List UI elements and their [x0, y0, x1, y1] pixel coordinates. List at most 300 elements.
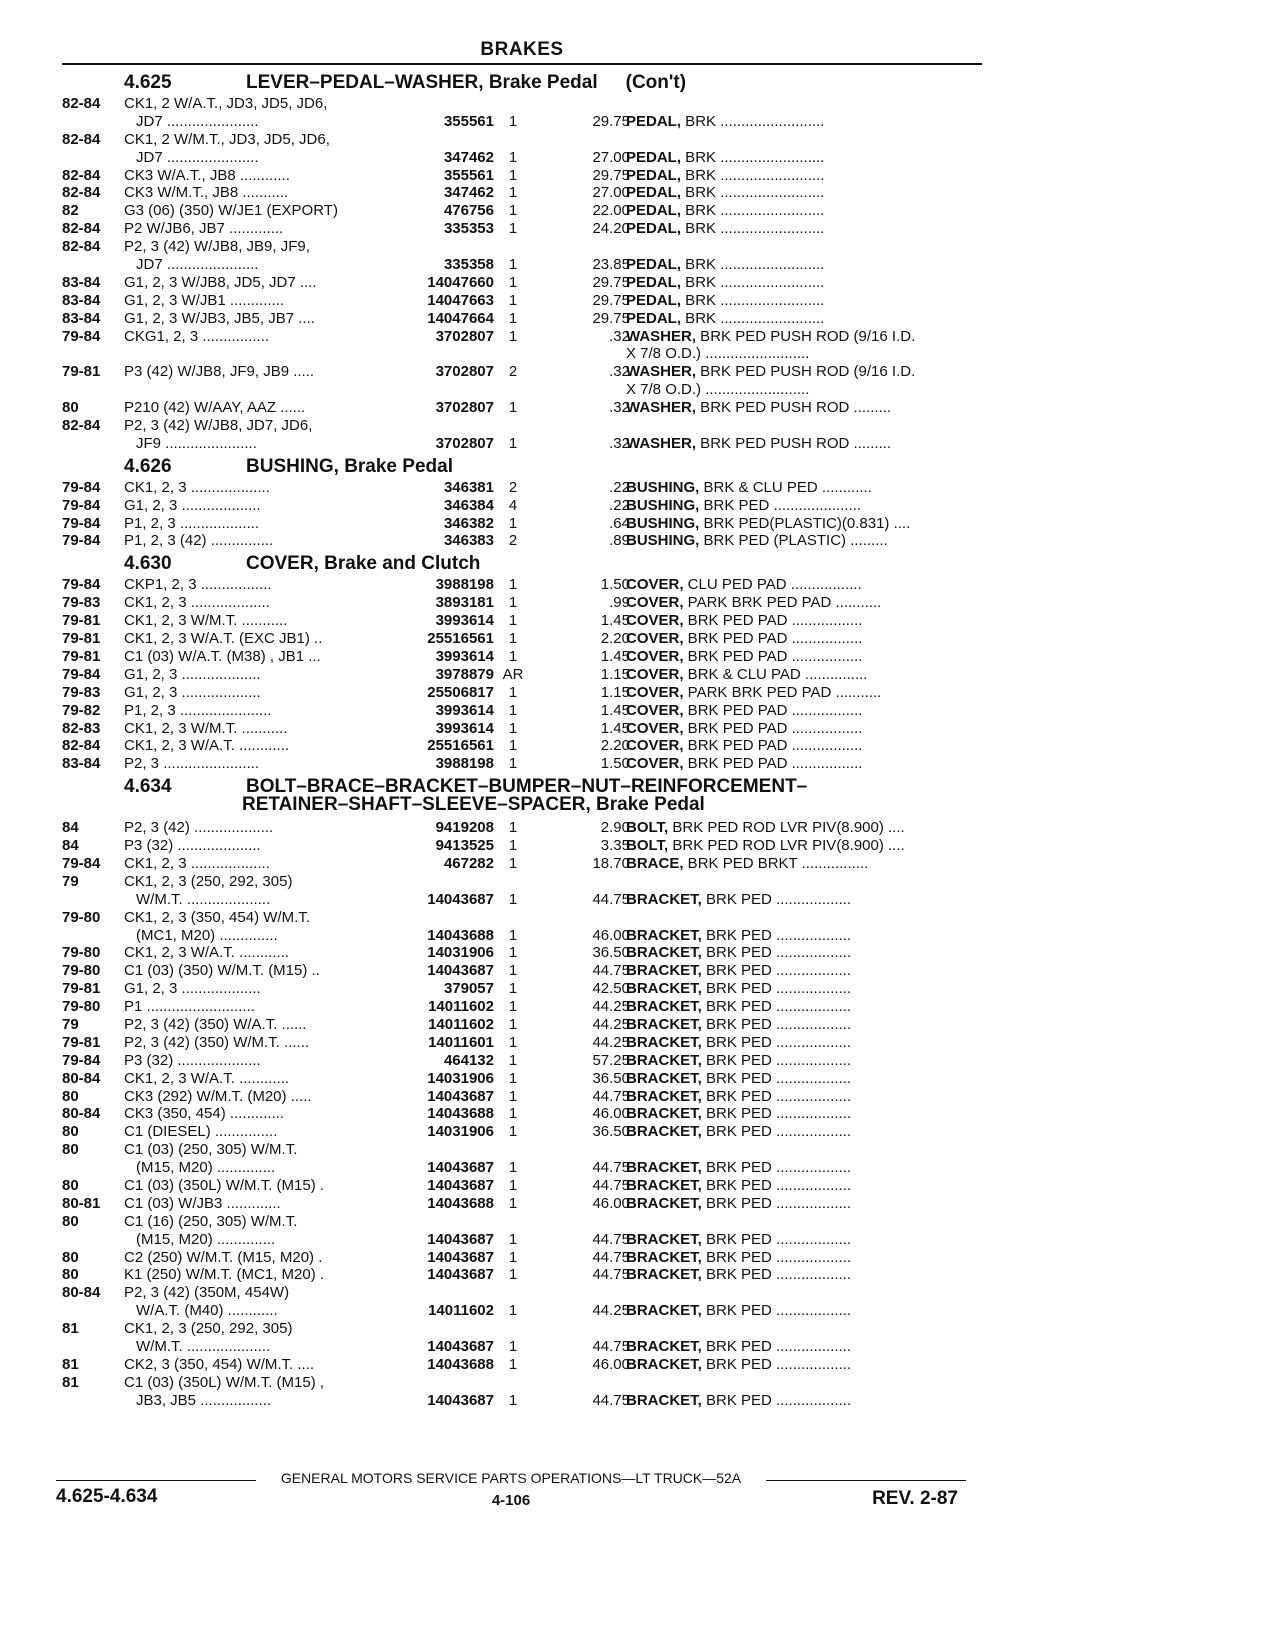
parts-row [62, 1266, 982, 1284]
footer-page-number: 4-106 [491, 1492, 531, 1509]
part-number: 14043687 [427, 1266, 494, 1284]
part-description [626, 962, 982, 980]
price: 57.25 [592, 1051, 630, 1069]
model-year: 79-81 [62, 363, 101, 381]
price: 1.45 [600, 612, 630, 630]
part-number: 14043688 [427, 1355, 494, 1373]
section-title-subject: Brake Pedal [488, 72, 598, 93]
part-description-noun: BRACKET, [626, 1266, 702, 1284]
part-description-detail: BRK PED .................. [701, 1176, 852, 1194]
parts-row [62, 1284, 982, 1302]
part-description-detail: BRK PED PAD ................. [683, 701, 863, 719]
price: 36.50 [592, 944, 630, 962]
quantity: 1 [508, 112, 518, 130]
part-description [626, 666, 982, 684]
part-description-noun: COVER, [626, 683, 684, 701]
quantity: 1 [508, 926, 518, 944]
quantity: 1 [508, 256, 518, 274]
price: 46.00 [592, 1194, 630, 1212]
price: 44.25 [592, 998, 630, 1016]
part-description-detail: BRK ......................... [681, 184, 825, 202]
parts-row [62, 256, 982, 274]
model-application: P1, 2, 3 ................... [124, 514, 260, 532]
model-year: 81 [62, 1373, 79, 1391]
part-description [626, 1016, 982, 1034]
part-description-detail: BRK ......................... [681, 256, 825, 274]
model-application: P210 (42) W/AAY, AAZ ...... [124, 399, 306, 417]
parts-row [62, 837, 982, 855]
model-year: 80 [62, 1248, 79, 1266]
part-description-detail: BRK ......................... [681, 148, 825, 166]
part-description [626, 1231, 982, 1249]
parts-row [62, 1231, 982, 1249]
quantity: 1 [508, 612, 518, 630]
part-description-detail: BRK PED .................. [701, 1033, 852, 1051]
part-number: 25516561 [427, 737, 494, 755]
part-description [626, 1356, 982, 1374]
section-title-main: BOLT–BRACE–BRACKET–BUMPER–NUT–REINFORCEMENT– [246, 776, 808, 798]
parts-row [62, 328, 982, 346]
price: 29.75 [592, 273, 630, 291]
model-year: 80 [62, 1266, 79, 1284]
parts-row [62, 1177, 982, 1195]
part-description-noun: BRACKET, [626, 1123, 702, 1141]
quantity: 1 [508, 890, 518, 908]
parts-row [62, 1249, 982, 1267]
parts-row [62, 399, 982, 417]
part-number: 3988198 [435, 576, 494, 594]
part-number: 3993614 [435, 701, 494, 719]
model-application: P3 (42) W/JB8, JF9, JB9 ..... [124, 363, 315, 381]
part-description-noun: BRACKET, [626, 944, 702, 962]
model-year: 82-84 [62, 737, 101, 755]
model-application: CK1, 2, 3 ................... [124, 854, 270, 872]
quantity: 1 [508, 1338, 518, 1355]
model-application: CK3 W/M.T., JB8 ........... [124, 184, 289, 202]
price: 2.20 [600, 630, 630, 648]
part-description-noun: PEDAL, [626, 291, 682, 309]
model-application: C1 (03) W/A.T. (M38) , JB1 ... [124, 647, 321, 665]
part-description-noun: BRACKET, [626, 980, 702, 998]
part-description-detail: BRK ......................... [681, 291, 825, 309]
part-description-detail: BRK PED .................. [701, 1051, 852, 1069]
section-number: 4.625 [124, 72, 172, 93]
part-description-noun: BRACKET, [626, 962, 702, 980]
parts-row [62, 1141, 982, 1159]
parts-row [62, 1016, 982, 1034]
model-year: 83-84 [62, 273, 101, 291]
price: 29.75 [592, 112, 630, 130]
model-year: 79-80 [62, 908, 101, 926]
quantity: 1 [508, 1105, 518, 1123]
part-description [626, 1195, 982, 1213]
part-number: 14047664 [427, 309, 494, 327]
model-application: C1 (03) (250, 305) W/M.T. [124, 1141, 298, 1159]
quantity: 1 [508, 719, 518, 737]
part-description [626, 576, 982, 594]
part-description-detail: BRK PED PAD ................. [683, 612, 863, 630]
model-application: CK1, 2, 3 W/M.T. ........... [124, 719, 288, 737]
parts-row [62, 666, 982, 684]
quantity: 1 [508, 1087, 518, 1105]
model-application: K1 (250) W/M.T. (MC1, M20) . [124, 1266, 325, 1284]
quantity: 1 [508, 755, 518, 773]
part-description [626, 220, 982, 238]
part-description-noun: PEDAL, [626, 148, 682, 166]
part-description-detail: BRK ......................... [681, 112, 825, 130]
part-description [626, 944, 982, 962]
model-year: 79-84 [62, 1051, 101, 1069]
parts-row [62, 648, 982, 666]
model-application: P2 W/JB6, JB7 ............. [124, 220, 284, 238]
parts-row [62, 417, 982, 435]
part-description-detail: BRK PED .................. [701, 1391, 852, 1409]
model-year: 80-84 [62, 1105, 101, 1123]
part-description [626, 980, 982, 998]
model-application: CK2, 3 (350, 454) W/M.T. .... [124, 1355, 315, 1373]
parts-row [62, 855, 982, 873]
quantity: 1 [508, 1355, 518, 1373]
model-application: CK1, 2, 3 W/A.T. ............ [124, 944, 290, 962]
model-application: CK3 (292) W/M.T. (M20) ..... [124, 1087, 312, 1105]
page-footer [56, 1470, 966, 1509]
model-application: C1 (03) (350L) W/M.T. (M15) . [124, 1176, 325, 1194]
model-application: G3 (06) (350) W/JE1 (EXPORT) [124, 202, 338, 220]
price: 1.50 [600, 755, 630, 773]
part-description [626, 363, 982, 381]
part-description-noun: BRACKET, [626, 1087, 702, 1105]
model-application: JD7 ...................... [136, 256, 259, 274]
model-year: 79-84 [62, 854, 101, 872]
price: 44.75 [592, 962, 630, 980]
price: 24.20 [592, 220, 630, 238]
price: 1.45 [600, 719, 630, 737]
catalog-page [62, 40, 982, 1410]
parts-row [62, 891, 982, 909]
section-number: 4.634 [124, 776, 172, 798]
part-description [626, 648, 982, 666]
part-description-noun: PEDAL, [626, 273, 682, 291]
part-description-noun: PEDAL, [626, 309, 682, 327]
part-description-detail: BRK PED PAD ................. [683, 630, 863, 648]
parts-row [62, 167, 982, 185]
parts-row [62, 202, 982, 220]
model-year: 84 [62, 837, 79, 855]
price: .22 [609, 496, 630, 514]
price: 1.15 [600, 683, 630, 701]
part-number: 14043687 [427, 1087, 494, 1105]
part-description-noun: BRACKET, [626, 1355, 702, 1373]
part-description-detail: BRK PED .................. [701, 1266, 852, 1284]
part-description-noun: BRACKET, [626, 926, 702, 944]
price: 1.15 [600, 665, 630, 683]
model-year: 79-81 [62, 630, 101, 648]
part-number: 3993614 [435, 719, 494, 737]
parts-row [62, 684, 982, 702]
part-description [626, 1302, 982, 1320]
part-description [626, 891, 982, 909]
part-number: 3702807 [435, 327, 494, 345]
price: 44.75 [592, 1391, 630, 1409]
part-number: 14043687 [427, 1338, 494, 1355]
model-year: 79-84 [62, 532, 101, 550]
part-number: 14047663 [427, 291, 494, 309]
part-number: 14043687 [427, 1230, 494, 1248]
model-application: P1 .......................... [124, 998, 255, 1016]
model-application: CK3 (350, 454) ............. [124, 1105, 285, 1123]
price: .32 [609, 363, 630, 381]
section-title-main: BUSHING, [246, 455, 339, 477]
parts-row [62, 576, 982, 594]
model-application: P2, 3 ....................... [124, 755, 260, 773]
model-year: 80 [62, 1141, 79, 1159]
model-year: 79-84 [62, 514, 101, 532]
price: 1.45 [600, 701, 630, 719]
price: 23.85 [592, 256, 630, 274]
part-description-noun: PEDAL, [626, 220, 682, 238]
price: 46.00 [592, 1355, 630, 1373]
part-description-noun: COVER, [626, 755, 684, 773]
part-description [626, 1392, 982, 1410]
section-title [246, 776, 807, 798]
part-number: 14043687 [427, 890, 494, 908]
section-title-subject: Brake Pedal [596, 794, 705, 816]
parts-row [62, 95, 982, 113]
part-description [626, 345, 982, 363]
part-description-detail: BRK & CLU PAD ............... [683, 665, 868, 683]
model-application: G1, 2, 3 ................... [124, 665, 261, 683]
quantity: 1 [508, 737, 518, 755]
part-description [626, 202, 982, 220]
part-number: 14011602 [428, 1302, 494, 1320]
part-description-noun: BUSHING, [626, 478, 700, 496]
part-number: 346383 [443, 532, 494, 550]
part-description-detail: BRK PED PAD ................. [683, 719, 863, 737]
price: .32 [609, 399, 630, 417]
parts-row [62, 702, 982, 720]
model-application: C1 (03) (350) W/M.T. (M15) .. [124, 962, 320, 980]
section-number: 4.630 [124, 553, 172, 575]
parts-row [62, 944, 982, 962]
part-number: 476756 [443, 202, 494, 220]
quantity: 1 [508, 1015, 518, 1033]
model-application: W/M.T. .................... [136, 890, 271, 908]
section-title [246, 456, 453, 478]
model-application: CK1, 2 W/M.T., JD3, JD5, JD6, [124, 130, 330, 148]
section-title-main: LEVER–PEDAL–WASHER, [246, 72, 484, 93]
parts-row [62, 131, 982, 149]
model-application: CK1, 2, 3 W/A.T. (EXC JB1) .. [124, 630, 323, 648]
part-description-detail: PARK BRK PED PAD ........... [683, 594, 882, 612]
parts-row [62, 149, 982, 167]
price: 44.75 [592, 1176, 630, 1194]
price: .32 [609, 434, 630, 452]
price: 18.70 [592, 854, 630, 872]
price: .64 [609, 514, 630, 532]
part-description-noun: COVER, [626, 612, 684, 630]
part-description-noun: BRACKET, [626, 1194, 702, 1212]
model-application: JF9 ...................... [136, 434, 257, 452]
part-description [626, 1105, 982, 1123]
quantity: 1 [508, 1069, 518, 1087]
part-number: 14043687 [427, 1159, 494, 1177]
part-description-detail: BRK PED .................. [701, 944, 852, 962]
parts-row [62, 381, 982, 399]
part-number: 3893181 [435, 594, 494, 612]
model-application: P2, 3 (42) (350) W/M.T. ...... [124, 1033, 310, 1051]
part-number: 464132 [443, 1051, 494, 1069]
part-description [626, 1249, 982, 1267]
quantity: 1 [508, 166, 518, 184]
model-application: P3 (32) .................... [124, 837, 261, 855]
price: 44.75 [592, 1248, 630, 1266]
part-number: 346382 [443, 514, 494, 532]
part-number: 3988198 [435, 755, 494, 773]
part-description-detail: BRK PED .................. [701, 1230, 852, 1248]
parts-row [62, 1338, 982, 1356]
model-year: 81 [62, 1355, 79, 1373]
part-description-noun: COVER, [626, 576, 684, 594]
part-description-detail: BRK PED PAD ................. [683, 755, 863, 773]
part-number: 9413525 [435, 837, 494, 855]
price: 44.25 [592, 1015, 630, 1033]
part-description-detail: BRK PED .................. [701, 1338, 852, 1355]
footer-line [56, 1470, 966, 1488]
part-description-noun: PEDAL, [626, 256, 682, 274]
model-application: JB3, JB5 ................. [136, 1391, 272, 1409]
price: 27.00 [592, 184, 630, 202]
price: 44.75 [592, 1338, 630, 1355]
price: 44.25 [592, 1033, 630, 1051]
parts-row [62, 497, 982, 515]
part-description-noun: COVER, [626, 737, 684, 755]
model-year: 79-84 [62, 327, 101, 345]
model-application: CK1, 2, 3 W/A.T. ............ [124, 737, 290, 755]
part-description [626, 1034, 982, 1052]
part-description [626, 310, 982, 328]
model-year: 79-83 [62, 683, 101, 701]
part-description-detail: BRK PED BRKT ................ [683, 854, 869, 872]
quantity: 1 [508, 1230, 518, 1248]
parts-row [62, 435, 982, 453]
part-description-detail: BRK PED .................. [701, 1087, 852, 1105]
part-description-detail: BRK PED PUSH ROD ......... [696, 434, 892, 452]
part-description [626, 855, 982, 873]
price: 44.25 [592, 1302, 630, 1320]
model-application: CKP1, 2, 3 ................. [124, 576, 272, 594]
part-description-detail: BRK PED PUSH ROD (9/16 I.D. [696, 327, 916, 345]
parts-row [62, 1213, 982, 1231]
parts-row [62, 819, 982, 837]
price: 2.90 [600, 819, 630, 837]
model-year: 79-84 [62, 478, 101, 496]
part-description-detail: BRK PED .................. [701, 1105, 852, 1123]
parts-row [62, 184, 982, 202]
model-year: 79 [62, 872, 79, 890]
page-title: BRAKES [480, 39, 564, 60]
quantity: 1 [508, 701, 518, 719]
model-year: 79-80 [62, 998, 101, 1016]
part-description-noun: BRACKET, [626, 1391, 702, 1409]
model-application: CKG1, 2, 3 ................ [124, 327, 270, 345]
part-description-detail: BRK ......................... [681, 309, 825, 327]
part-description [626, 113, 982, 131]
part-description [626, 515, 982, 533]
part-description [626, 1177, 982, 1195]
part-description [626, 837, 982, 855]
part-number: 14011602 [428, 1015, 494, 1033]
model-year: 82-83 [62, 719, 101, 737]
model-application: (M15, M20) .............. [136, 1159, 276, 1177]
part-description-detail: BRK PED (PLASTIC) ......... [699, 532, 888, 550]
part-number: 14043688 [427, 1194, 494, 1212]
part-description-detail: BRK PED PUSH ROD (9/16 I.D. [696, 363, 916, 381]
model-application: P2, 3 (42) W/JB8, JD7, JD6, [124, 417, 313, 435]
part-description-detail: BRK PED ROD LVR PIV(8.900) .... [668, 819, 905, 837]
price: 1.50 [600, 576, 630, 594]
part-description-detail: BRK ......................... [681, 273, 825, 291]
section-title-subject: Brake Pedal [344, 455, 453, 477]
part-description-detail: X 7/8 O.D.) ......................... [626, 345, 810, 363]
model-year: 83-84 [62, 291, 101, 309]
part-description-detail: BRK PED PUSH ROD ......... [696, 399, 892, 417]
parts-row [62, 1159, 982, 1177]
part-number: 14043688 [427, 1105, 494, 1123]
section-header [62, 453, 982, 479]
parts-row [62, 345, 982, 363]
model-year: 79-80 [62, 944, 101, 962]
parts-row [62, 274, 982, 292]
model-application: CK1, 2, 3 (250, 292, 305) [124, 872, 293, 890]
section-title-line2-text: RETAINER–SHAFT–SLEEVE–SPACER, [242, 794, 591, 816]
part-number: 3978879 [435, 665, 494, 683]
part-number: 346381 [443, 478, 494, 496]
part-description-detail: BRK PED .................. [701, 1248, 852, 1266]
part-description [626, 737, 982, 755]
part-description [626, 1070, 982, 1088]
parts-row [62, 238, 982, 256]
part-description [626, 720, 982, 738]
part-description-noun: PEDAL, [626, 166, 682, 184]
part-description-detail: BRK ......................... [681, 220, 825, 238]
price: 3.35 [600, 837, 630, 855]
part-description-noun: PEDAL, [626, 202, 682, 220]
quantity: 1 [508, 273, 518, 291]
part-description [626, 292, 982, 310]
part-description [626, 927, 982, 945]
part-description-detail: BRK ......................... [681, 166, 825, 184]
part-number: 467282 [443, 854, 494, 872]
price: 29.75 [592, 291, 630, 309]
parts-row [62, 873, 982, 891]
title-rule [62, 63, 982, 65]
part-number: 3702807 [435, 399, 494, 417]
price: 29.75 [592, 309, 630, 327]
model-application: P2, 3 (42) (350M, 454W) [124, 1284, 290, 1302]
part-description [626, 998, 982, 1016]
model-application: P3 (32) .................... [124, 1051, 261, 1069]
part-description [626, 755, 982, 773]
price: 44.75 [592, 1266, 630, 1284]
part-description-noun: PEDAL, [626, 112, 682, 130]
part-number: 335358 [443, 256, 494, 274]
quantity: 1 [508, 630, 518, 648]
price: 44.75 [592, 1159, 630, 1177]
quantity: AR [502, 665, 524, 683]
section-title-main: COVER, [246, 553, 319, 575]
part-number: 14031906 [427, 1069, 494, 1087]
model-year: 80 [62, 1087, 79, 1105]
